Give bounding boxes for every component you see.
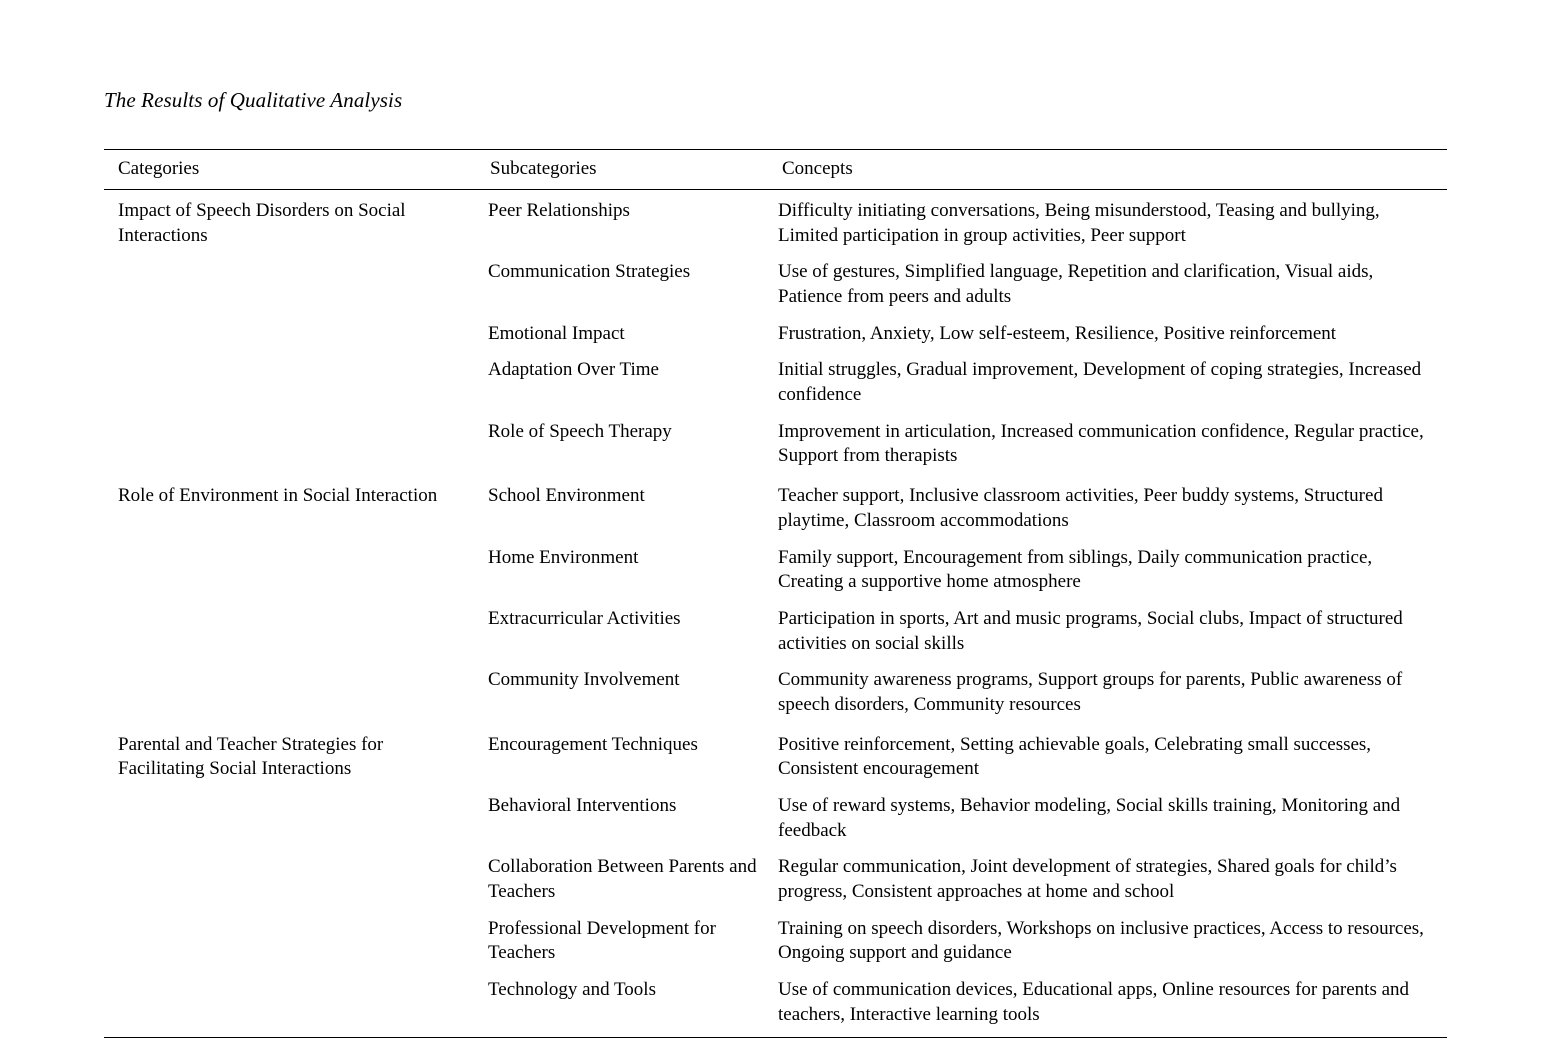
table-row — [104, 724, 1447, 788]
qualitative-analysis-table — [104, 149, 1447, 1037]
column-header-subcategories: Subcategories — [476, 150, 768, 190]
table-row — [104, 601, 1447, 662]
table-body — [104, 189, 1447, 1037]
cell-category — [104, 316, 476, 353]
table-row — [104, 540, 1447, 601]
cell-subcategory: Peer Relationships — [488, 199, 630, 221]
cell-subcategory: Home Environment — [488, 546, 639, 568]
cell-category: Role of Environment in Social Interaction — [118, 485, 438, 507]
column-header-categories: Categories — [104, 150, 476, 190]
cell-subcategory: Extracurricular Activities — [488, 607, 681, 629]
cell-category — [104, 788, 476, 849]
cell-concepts: Use of gestures, Simplified language, Repetition and clarification, Visual aids, Patience from peers and adults — [778, 261, 1374, 307]
cell-subcategory: School Environment — [488, 485, 645, 507]
cell-subcategory: Technology and Tools — [476, 972, 768, 1037]
table-row — [104, 972, 1447, 1037]
table-row — [104, 849, 1447, 910]
cell-concepts: Improvement in articulation, Increased communication confidence, Regular practice, Support from therapists — [778, 420, 1424, 467]
cell-concepts: Use of communication devices, Educational apps, Online resources for parents and teachers, Interactive learning tools — [768, 972, 1447, 1037]
cell-concepts: Difficulty initiating conversations, Being misunderstood, Teasing and bullying, Limited participation in group activities, Peer support — [778, 199, 1380, 246]
cell-category — [104, 254, 476, 315]
cell-subcategory: Behavioral Interventions — [488, 795, 677, 816]
cell-category — [104, 972, 476, 1037]
table-row — [104, 414, 1447, 475]
table-row — [104, 316, 1447, 353]
table-row — [104, 352, 1447, 413]
cell-category — [104, 540, 476, 601]
table-row — [104, 475, 1447, 539]
cell-concepts: Positive reinforcement, Setting achievable goals, Celebrating small successes, Consistent encouragement — [778, 733, 1372, 780]
cell-subcategory: Professional Development for Teachers — [488, 917, 716, 964]
cell-category — [104, 352, 476, 413]
cell-category: Impact of Speech Disorders on Social Interactions — [118, 199, 406, 246]
cell-concepts: Family support, Encouragement from siblings, Daily communication practice, Creating a supportive home atmosphere — [778, 546, 1373, 593]
cell-category — [104, 601, 476, 662]
cell-subcategory: Emotional Impact — [488, 322, 625, 344]
table-row — [104, 788, 1447, 849]
cell-concepts: Participation in sports, Art and music programs, Social clubs, Impact of structured activities on social skills — [778, 607, 1403, 654]
cell-subcategory: Communication Strategies — [488, 261, 691, 283]
table-row — [104, 662, 1447, 723]
table-row — [104, 254, 1447, 315]
table-header — [104, 150, 1447, 190]
cell-concepts: Use of reward systems, Behavior modeling, Social skills training, Monitoring and feedback — [778, 795, 1401, 841]
cell-concepts: Initial struggles, Gradual improvement, Development of coping strategies, Increased confidence — [778, 359, 1422, 406]
cell-subcategory: Encouragement Techniques — [488, 733, 698, 755]
cell-concepts: Regular communication, Joint development of strategies, Shared goals for child’s progress, Consistent approaches at home and school — [778, 856, 1397, 903]
cell-concepts: Training on speech disorders, Workshops on inclusive practices, Access to resources, Ongoing support and guidance — [778, 917, 1424, 964]
cell-category — [104, 911, 476, 972]
cell-subcategory: Adaptation Over Time — [488, 359, 659, 381]
cell-subcategory: Collaboration Between Parents and Teachers — [488, 856, 757, 903]
table-row — [104, 189, 1447, 254]
table-title: The Results of Qualitative Analysis — [104, 88, 403, 112]
cell-category — [104, 849, 476, 910]
cell-subcategory: Community Involvement — [488, 669, 680, 691]
cell-concepts: Community awareness programs, Support groups for parents, Public awareness of speech disorders, Community resources — [778, 669, 1403, 715]
cell-category — [104, 662, 476, 723]
cell-category: Parental and Teacher Strategies for Facilitating Social Interactions — [118, 733, 384, 780]
cell-subcategory: Role of Speech Therapy — [488, 420, 672, 442]
cell-concepts: Frustration, Anxiety, Low self-esteem, Resilience, Positive reinforcement — [778, 322, 1337, 344]
table-row — [104, 911, 1447, 972]
cell-category — [104, 414, 476, 475]
table-header-row — [104, 150, 1447, 190]
column-header-concepts: Concepts — [768, 150, 1447, 190]
cell-concepts: Teacher support, Inclusive classroom activities, Peer buddy systems, Structured playtime, Classroom accommodations — [778, 485, 1383, 531]
